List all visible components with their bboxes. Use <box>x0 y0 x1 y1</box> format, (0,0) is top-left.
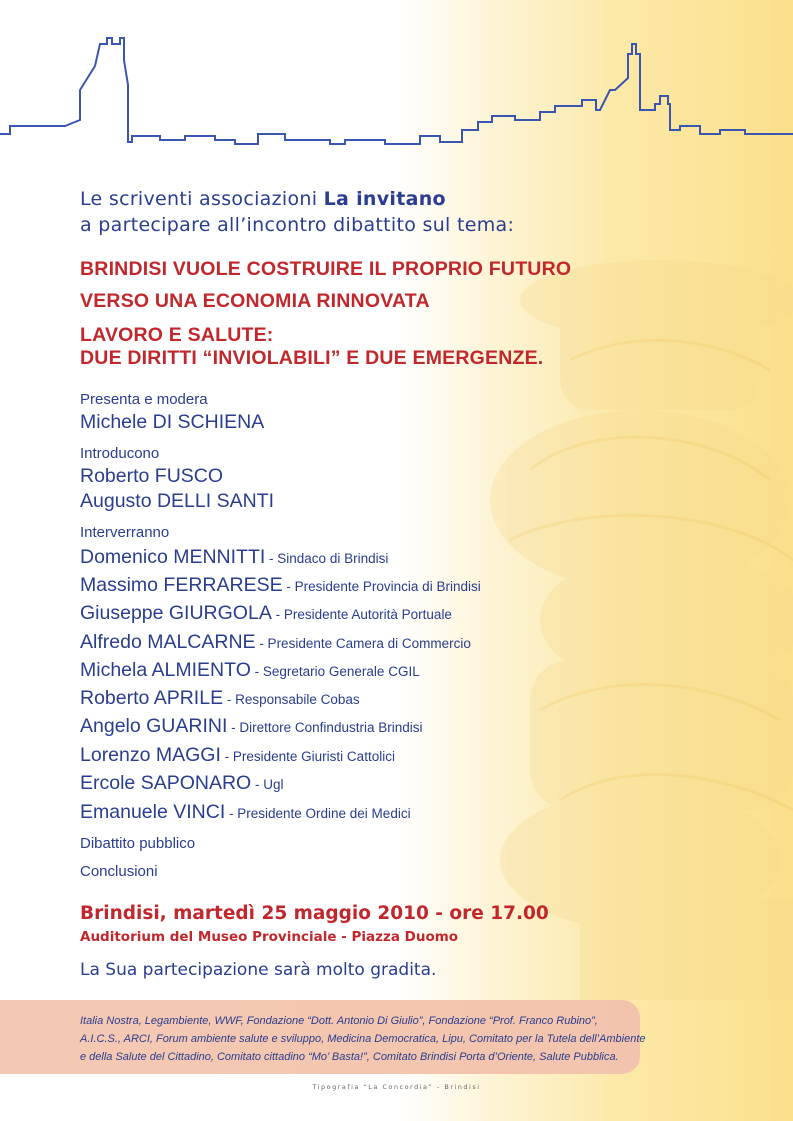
speaker-row <box>80 772 283 795</box>
speaker-row <box>80 574 481 597</box>
speaker-name: Lorenzo MAGGI <box>80 744 221 766</box>
speaker-row <box>80 546 388 569</box>
associations-line: Italia Nostra, Legambiente, WWF, Fondazione “Dott. Antonio Di Giulio”, Fondazione “Prof. Franco Rubino”, <box>80 1015 598 1027</box>
speaker-role: - Presidente Provincia di Brindisi <box>282 579 481 594</box>
speaker-role: - Presidente Autorità Portuale <box>271 607 452 622</box>
speaker-role: - Direttore Confindustria Brindisi <box>227 720 423 735</box>
speaker-name: Michela ALMIENTO <box>80 659 251 681</box>
brindisi-skyline-illustration <box>0 30 793 160</box>
intro-speaker-1: Roberto FUSCO <box>80 465 224 487</box>
speaker-role: - Sindaco di Brindisi <box>265 551 389 566</box>
title-line-1: BRINDISI VUOLE COSTRUIRE IL PROPRIO FUTURO <box>80 258 572 280</box>
speaker-role: - Presidente Camera di Commercio <box>255 636 471 651</box>
invitation-intro <box>80 186 514 238</box>
speaker-name: Roberto APRILE <box>80 687 224 709</box>
event-location: Auditorium del Museo Provinciale - Piazza Duomo <box>80 929 459 945</box>
associations-line: e della Salute del Cittadino, Comitato cittadino “Mo’ Basta!”, Comitato Brindisi Porta d’Oriente, Salute Pubblica. <box>80 1051 619 1063</box>
dibattito-label: Dibattito pubblico <box>80 835 196 852</box>
speaker-row <box>80 602 452 625</box>
conclusioni-label: Conclusioni <box>80 863 158 880</box>
title-line-2: VERSO UNA ECONOMIA RINNOVATA <box>80 290 430 312</box>
speaker-name: Massimo FERRARESE <box>80 574 283 596</box>
speaker-row <box>80 801 411 824</box>
moderator-name: Michele DI SCHIENA <box>80 411 265 433</box>
speaker-role: - Responsabile Cobas <box>223 692 360 707</box>
speaker-role: - Presidente Ordine dei Medici <box>225 806 411 821</box>
speaker-row <box>80 631 471 654</box>
presenta-label: Presenta e modera <box>80 391 208 408</box>
speaker-name: Alfredo MALCARNE <box>80 631 256 653</box>
event-date-time: Brindisi, martedì 25 maggio 2010 - ore 17.00 <box>80 903 549 924</box>
associations-list <box>80 1012 720 1066</box>
printer-credit: Tipografia “La Concordia” - Brindisi <box>312 1083 481 1091</box>
speaker-role: - Ugl <box>251 777 284 792</box>
intro-prefix: Le scriventi associazioni <box>80 188 324 210</box>
speaker-name: Angelo GUARINI <box>80 715 228 737</box>
speaker-row <box>80 659 420 682</box>
speaker-name: Emanuele VINCI <box>80 801 226 823</box>
speaker-name: Domenico MENNITTI <box>80 546 266 568</box>
participation-note: La Sua partecipazione sarà molto gradita. <box>80 960 437 980</box>
speaker-name: Giuseppe GIURGOLA <box>80 602 272 624</box>
introducono-label: Introducono <box>80 445 160 462</box>
speaker-row <box>80 715 422 738</box>
speaker-row <box>80 687 360 710</box>
intro-speaker-2: Augusto DELLI SANTI <box>80 490 275 512</box>
title-line-4: DUE DIRITTI “INVIOLABILI” E DUE EMERGENZE. <box>80 347 544 369</box>
speaker-role: - Presidente Giuristi Cattolici <box>220 749 395 764</box>
title-line-3: LAVORO E SALUTE: <box>80 324 274 346</box>
speaker-row <box>80 744 395 767</box>
interverranno-label: Interverranno <box>80 524 170 541</box>
intro-line2: a partecipare all’incontro dibattito sul tema: <box>80 214 515 236</box>
speaker-role: - Segretario Generale CGIL <box>250 664 420 679</box>
intro-invite-bold: La invitano <box>323 188 446 210</box>
associations-line: A.I.C.S., ARCI, Forum ambiente salute e sviluppo, Medicina Democratica, Lipu, Comitato per la Tutela dell’Ambiente <box>80 1033 646 1045</box>
speaker-name: Ercole SAPONARO <box>80 772 252 794</box>
